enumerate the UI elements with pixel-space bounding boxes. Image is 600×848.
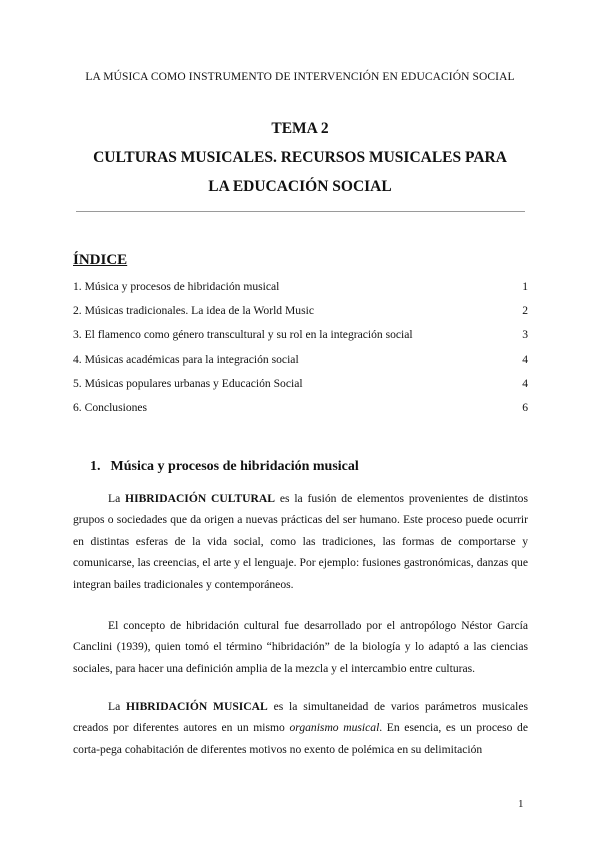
toc-item[interactable]: [73, 326, 528, 350]
toc-item-label: 6. Conclusiones: [73, 400, 148, 414]
toc-item[interactable]: [73, 399, 528, 423]
toc-item-label: 2. Músicas tradicionales. La idea de la World Music: [73, 304, 314, 318]
paragraph-garcia-canclini: [73, 615, 528, 679]
toc-item[interactable]: [73, 351, 528, 375]
paragraph-lead: La: [108, 700, 127, 713]
title-line-1: TEMA 2: [271, 120, 329, 137]
paragraph-text: es la fusión de elementos provenientes de distintos grupos o sociedades que da origen a nuevas prácticas del ser humano. Este proceso puede ocurrir en distintas esferas de la vida social, como las tradiciones, las formas de comportarse y comunicarse, las creencias, el arte y el lenguaje. Por ejemplo: fusiones gastronómicas, danzas que integran bailes tradicionales y contemporáneos.: [73, 492, 528, 591]
document-title: [0, 114, 600, 201]
toc-item-label: 5. Músicas populares urbanas y Educación Social: [73, 376, 303, 390]
toc-item-page: 4: [522, 376, 528, 390]
paragraph-text: es la simultaneidad de varios parámetros musicales creados por diferentes autores en un mismo: [73, 700, 528, 735]
key-term: HIBRIDACIÓN CULTURAL: [125, 492, 276, 505]
title-divider: [76, 211, 525, 212]
key-term: HIBRIDACIÓN MUSICAL: [126, 700, 268, 713]
toc-item[interactable]: [73, 278, 528, 302]
title-line-2: CULTURAS MUSICALES. RECURSOS MUSICALES PARA: [93, 149, 507, 166]
paragraph-hibridacion-cultural: [73, 488, 528, 595]
toc-item-page: 3: [522, 328, 528, 342]
paragraph-text: . En esencia, es un proceso de corta-pega cohabitación de diferentes motivos no exento de polémica en su delimitación: [73, 721, 528, 756]
table-of-contents: [73, 278, 528, 423]
toc-item-label: 4. Músicas académicas para la integración social: [73, 352, 299, 366]
toc-item-page: 4: [522, 352, 528, 366]
section-title: Música y procesos de hibridación musical: [110, 459, 359, 474]
toc-item-label: 3. El flamenco como género transcultural y su rol en la integración social: [73, 328, 413, 342]
section-number: 1.: [90, 459, 101, 474]
toc-item-page: 6: [522, 400, 528, 414]
page-number: 1: [518, 798, 524, 810]
toc-item[interactable]: [73, 302, 528, 326]
paragraph-hibridacion-musical: [73, 696, 528, 760]
toc-item[interactable]: [73, 375, 528, 399]
title-line-3: LA EDUCACIÓN SOCIAL: [208, 178, 392, 195]
toc-item-page: 1: [522, 280, 528, 293]
italic-term: organismo musical: [289, 721, 380, 735]
running-header: LA MÚSICA COMO INSTRUMENTO DE INTERVENCIÓN EN EDUCACIÓN SOCIAL: [85, 71, 515, 83]
toc-item-page: 2: [522, 304, 528, 318]
paragraph-text: El concepto de hibridación cultural fue desarrollado por el antropólogo Néstor García Canclini (1939), quien tomó el término “hibridación” de la biología y lo adaptó a las ciencias sociales, para hacer una definición amplia de la mezcla y el intercambio entre culturas.: [73, 619, 528, 675]
index-heading: ÍNDICE: [73, 252, 128, 268]
paragraph-lead: La: [108, 492, 126, 505]
section-heading: [90, 459, 359, 475]
toc-item-label: 1. Música y procesos de hibridación musical: [73, 280, 280, 293]
